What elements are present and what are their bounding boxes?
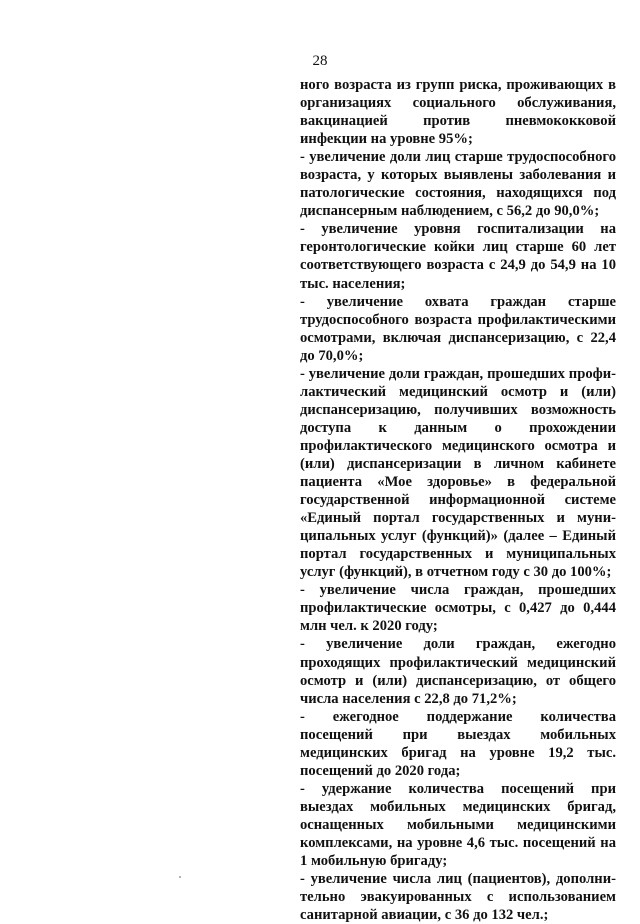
list-item: - увеличение уровня госпитализации на геронтологические койки лиц старше 60 лет соответствующего возраста с 24,9 до 54,9 на 10 тыс. населения; — [300, 221, 616, 292]
list-item: - увеличение доли граждан, прошедших профилактический медицинский осмотр и (или) диспансеризацию, получивших возможность доступа к данным о прохождении профилактического медицинского осмотра и (или) диспансеризации в личном кабинете пациента «Мое здоровье» в федеральной государственной информационной системе «Единый портал государственных и муниципальных услуг (функций)» (далее – Единый портал государственных и муниципальных услуг (функций), в отчетном году с 30 до 100%; — [300, 365, 616, 581]
scan-speck — [179, 876, 181, 878]
list-item: - увеличение числа лиц (пациентов), дополнительно эвакуированных с использованием санитарной авиации, с 36 до 132 чел.; — [300, 871, 616, 924]
list-item: - удержание количества посещений при выездах мобильных медицинских бригад, оснащенных мобильными медицинскими комплексами, на уровне 4,6 тыс. посещений на 1 мобильную бригаду; — [300, 780, 616, 870]
list-item: - увеличение числа граждан, прошедших профилактические осмотры, с 0,427 до 0,444 млн чел. к 2020 году; — [300, 582, 616, 635]
body-text — [300, 76, 616, 924]
list-item: - увеличение охвата граждан старше трудоспособного возраста профилактическими осмотрами, включая диспансеризацию, с 22,4 до 70,0%; — [300, 293, 616, 364]
list-item: - увеличение доли лиц старше трудоспособного возраста, у которых выявлены заболевания и патологические состояния, находящихся под диспансерным наблюдением, с 56,2 до 90,0%; — [300, 149, 616, 220]
page-number: 28 — [312, 53, 328, 69]
list-item: - увеличение доли граждан, ежегодно проходящих профилактический медицинский осмотр и (или) диспансеризацию, от общего числа населения с 22,8 до 71,2%; — [300, 636, 616, 707]
paragraph-continuation: ного возраста из групп риска, проживающих в организациях социального обслуживания, вакцинацией против пневмококковой инфекции на уровне 95%; — [300, 77, 616, 148]
list-item: - ежегодное поддержание количества посещений при выездах мобильных медицинских бригад на уровне 19,2 тыс. посещений до 2020 года; — [300, 708, 616, 779]
